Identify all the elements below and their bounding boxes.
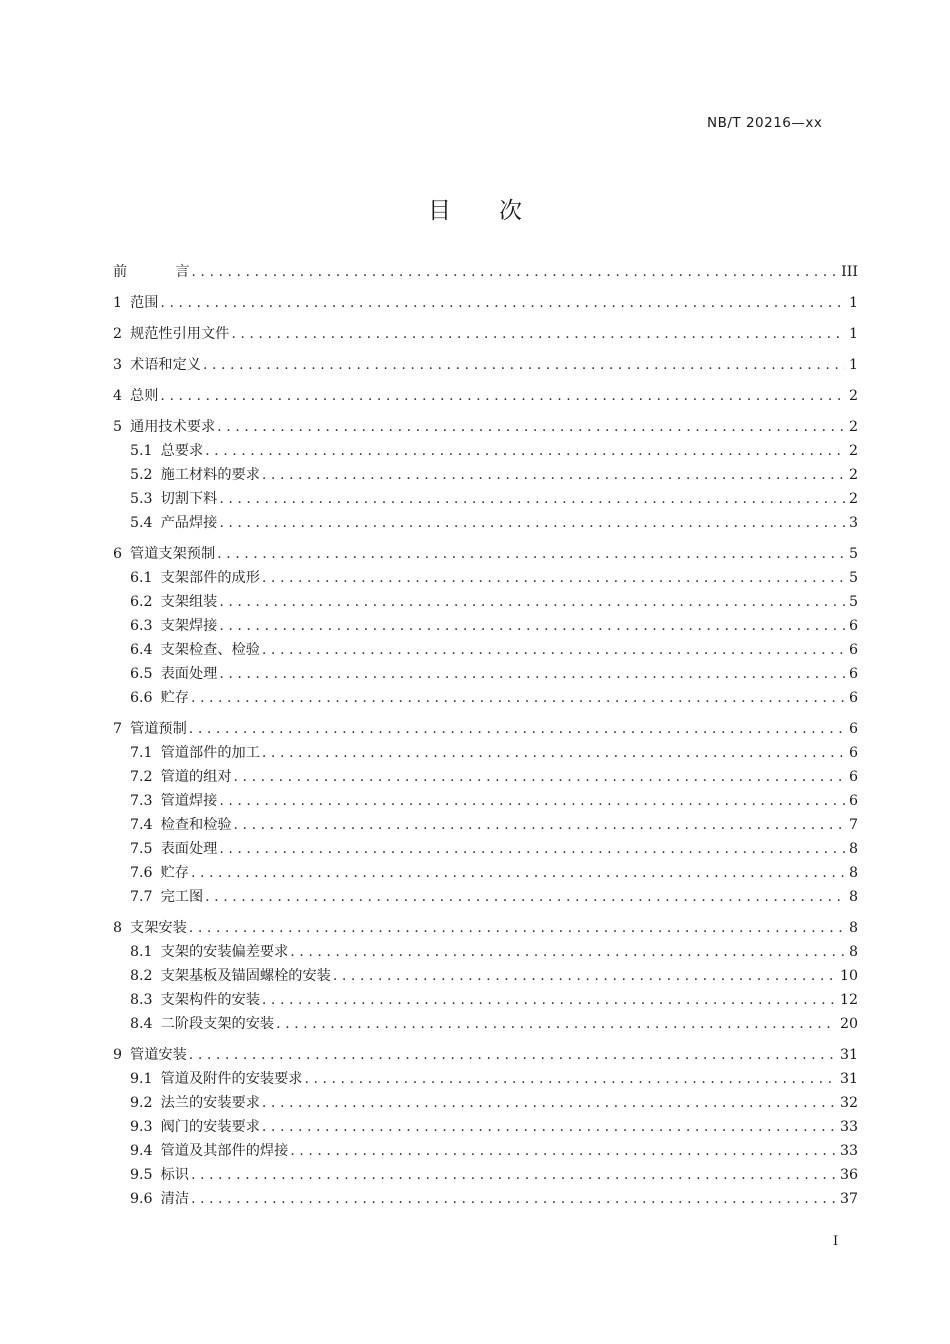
toc-section-number: 7.3 <box>130 793 153 809</box>
title-char-2: 次 <box>499 198 522 224</box>
toc-section-title: 范围 <box>130 295 159 311</box>
toc-section-number: 7.2 <box>130 769 153 785</box>
toc-section-number: 9.1 <box>130 1071 153 1087</box>
toc-section-number: 3 <box>113 357 123 373</box>
toc-section-title: 完工图 <box>160 889 204 905</box>
table-of-contents <box>113 260 858 1211</box>
dot-leader <box>191 1163 836 1187</box>
toc-section-title: 法兰的安装要求 <box>160 1095 260 1111</box>
toc-section-title: 切割下料 <box>160 491 218 507</box>
dot-leader <box>304 1067 835 1091</box>
toc-section-number: 9.5 <box>130 1167 153 1183</box>
toc-page-number: 1 <box>848 295 858 311</box>
toc-page-number: 6 <box>848 769 858 785</box>
toc-page-number: 10 <box>839 968 858 984</box>
toc-entry[interactable] <box>113 542 858 566</box>
toc-page-number: III <box>841 264 858 280</box>
toc-entry[interactable] <box>113 590 858 614</box>
toc-section-title: 产品焊接 <box>160 515 218 531</box>
toc-section-number: 5.2 <box>130 467 153 483</box>
toc-page-number: 6 <box>848 721 858 737</box>
toc-page-number: 32 <box>839 1095 858 1111</box>
toc-entry[interactable] <box>113 1067 858 1091</box>
toc-section-title: 管道及其部件的焊接 <box>160 1143 289 1159</box>
toc-entry[interactable] <box>113 1012 858 1036</box>
toc-section-title: 标识 <box>160 1167 189 1183</box>
dot-leader <box>189 916 845 940</box>
toc-entry[interactable] <box>113 964 858 988</box>
toc-section-number: 9.3 <box>130 1119 153 1135</box>
toc-page-number: 1 <box>848 357 858 373</box>
toc-entry[interactable] <box>113 813 858 837</box>
toc-page-number: 37 <box>839 1191 858 1207</box>
toc-page-number: 6 <box>848 618 858 634</box>
toc-section-title: 管道及附件的安装要求 <box>160 1071 303 1087</box>
toc-section-title: 管道部件的加工 <box>160 745 260 761</box>
dot-leader <box>205 439 845 463</box>
toc-section-number: 5.3 <box>130 491 153 507</box>
toc-section-title: 支架的安装偏差要求 <box>160 944 289 960</box>
toc-page-number: 2 <box>848 491 858 507</box>
toc-section-title: 表面处理 <box>160 841 218 857</box>
dot-leader <box>219 487 845 511</box>
dot-leader <box>189 717 845 741</box>
dot-leader <box>219 789 845 813</box>
toc-page-number: 2 <box>848 443 858 459</box>
dot-leader <box>231 322 845 346</box>
toc-entry[interactable] <box>113 717 858 741</box>
toc-page-number: 36 <box>839 1167 858 1183</box>
toc-section-title: 清洁 <box>160 1191 189 1207</box>
toc-section-title: 总要求 <box>160 443 204 459</box>
toc-section-number: 6.2 <box>130 594 153 610</box>
dot-leader <box>333 964 836 988</box>
dot-leader <box>191 861 845 885</box>
toc-entry[interactable] <box>113 1139 858 1163</box>
toc-page-number: 2 <box>848 467 858 483</box>
toc-page-number: 1 <box>848 326 858 342</box>
toc-page-number: 8 <box>848 944 858 960</box>
toc-section-title: 支架安装 <box>130 920 187 936</box>
toc-entry[interactable] <box>113 566 858 590</box>
toc-section-number: 9.2 <box>130 1095 153 1111</box>
toc-page-number: 2 <box>848 419 858 435</box>
dot-leader <box>262 638 845 662</box>
toc-page-number: 20 <box>839 1016 858 1032</box>
toc-page-number: 6 <box>848 690 858 706</box>
dot-leader <box>217 542 845 566</box>
toc-section-title: 管道的组对 <box>160 769 232 785</box>
toc-section-title: 支架组装 <box>160 594 218 610</box>
dot-leader <box>262 1115 836 1139</box>
toc-entry[interactable] <box>113 638 858 662</box>
toc-section-title: 支架构件的安装 <box>160 992 260 1008</box>
toc-section-number: 7.5 <box>130 841 153 857</box>
toc-page-number: 31 <box>839 1047 858 1063</box>
toc-section-title: 管道安装 <box>130 1047 187 1063</box>
toc-preface-char-2: 言 <box>175 264 190 280</box>
toc-section-number: 5.1 <box>130 443 153 459</box>
toc-page-number: 8 <box>848 889 858 905</box>
dot-leader <box>217 415 845 439</box>
toc-page-number: 8 <box>848 865 858 881</box>
toc-entry[interactable] <box>113 1115 858 1139</box>
toc-page-number: 8 <box>848 920 858 936</box>
toc-entry[interactable] <box>113 686 858 710</box>
toc-section-title: 二阶段支架的安装 <box>160 1016 275 1032</box>
toc-page-number: 8 <box>848 841 858 857</box>
toc-entry[interactable] <box>113 511 858 535</box>
toc-page-number: 6 <box>848 745 858 761</box>
dot-leader <box>219 614 845 638</box>
dot-leader <box>219 837 845 861</box>
toc-section-title: 管道焊接 <box>160 793 218 809</box>
toc-section-number: 6.6 <box>130 690 153 706</box>
toc-section-number: 9.6 <box>130 1191 153 1207</box>
dot-leader <box>191 1187 836 1211</box>
toc-entry[interactable] <box>113 322 858 346</box>
toc-section-number: 5.4 <box>130 515 153 531</box>
toc-section-number: 7.6 <box>130 865 153 881</box>
toc-entry[interactable] <box>113 1187 858 1211</box>
dot-leader <box>262 988 836 1012</box>
toc-page-number: 6 <box>848 642 858 658</box>
toc-section-title: 贮存 <box>160 865 189 881</box>
toc-section-title: 支架部件的成形 <box>160 570 260 586</box>
dot-leader <box>262 741 845 765</box>
toc-section-number: 7.7 <box>130 889 153 905</box>
toc-entry[interactable] <box>113 614 858 638</box>
toc-section-number: 2 <box>113 326 123 342</box>
dot-leader <box>262 1091 836 1115</box>
dot-leader <box>203 353 845 377</box>
toc-page-number: 33 <box>839 1119 858 1135</box>
toc-section-number: 6.5 <box>130 666 153 682</box>
toc-entry[interactable] <box>113 353 858 377</box>
toc-entry[interactable] <box>113 885 858 909</box>
toc-section-number: 8.4 <box>130 1016 153 1032</box>
toc-section-number: 6 <box>113 546 123 562</box>
toc-entry[interactable] <box>113 940 858 964</box>
toc-section-title: 检查和检验 <box>160 817 232 833</box>
toc-section-number: 9.4 <box>130 1143 153 1159</box>
page-title <box>0 192 950 225</box>
dot-leader <box>160 291 845 315</box>
toc-page-number: 33 <box>839 1143 858 1159</box>
toc-section-title: 支架焊接 <box>160 618 218 634</box>
toc-section-title: 术语和定义 <box>130 357 201 373</box>
toc-preface-char-1: 前 <box>113 264 128 280</box>
standard-code: NB/T 20216—xx <box>707 115 823 131</box>
toc-section-number: 6.4 <box>130 642 153 658</box>
toc-entry[interactable] <box>113 291 858 315</box>
dot-leader <box>191 686 845 710</box>
toc-page-number: 7 <box>848 817 858 833</box>
dot-leader <box>290 940 845 964</box>
toc-entry-preface[interactable] <box>113 260 858 284</box>
toc-section-number: 4 <box>113 388 123 404</box>
dot-leader <box>262 566 845 590</box>
toc-section-title: 支架基板及锚固螺栓的安装 <box>160 968 331 984</box>
toc-page-number: 6 <box>848 793 858 809</box>
toc-section-number: 9 <box>113 1047 123 1063</box>
toc-entry[interactable] <box>113 662 858 686</box>
toc-section-title: 贮存 <box>160 690 189 706</box>
toc-section-title: 支架检查、检验 <box>160 642 260 658</box>
dot-leader <box>160 384 845 408</box>
toc-entry[interactable] <box>113 741 858 765</box>
toc-entry[interactable] <box>113 916 858 940</box>
toc-entry[interactable] <box>113 384 858 408</box>
toc-section-number: 8.2 <box>130 968 153 984</box>
toc-entry[interactable] <box>113 789 858 813</box>
dot-leader <box>189 1043 836 1067</box>
toc-section-number: 8.1 <box>130 944 153 960</box>
toc-section-title: 表面处理 <box>160 666 218 682</box>
toc-entry[interactable] <box>113 988 858 1012</box>
dot-leader <box>205 885 845 909</box>
footer-page-number: I <box>833 1234 839 1249</box>
toc-entry[interactable] <box>113 439 858 463</box>
dot-leader <box>276 1012 836 1036</box>
toc-page-number: 5 <box>848 546 858 562</box>
toc-entry[interactable] <box>113 1163 858 1187</box>
toc-section-title: 规范性引用文件 <box>130 326 230 342</box>
toc-section-title: 总则 <box>130 388 159 404</box>
toc-page-number: 6 <box>848 666 858 682</box>
dot-leader <box>262 463 845 487</box>
toc-page-number: 31 <box>839 1071 858 1087</box>
title-char-1: 目 <box>428 198 451 224</box>
dot-leader <box>234 813 845 837</box>
toc-section-number: 6.1 <box>130 570 153 586</box>
toc-page-number: 2 <box>848 388 858 404</box>
toc-page-number: 5 <box>848 594 858 610</box>
toc-section-number: 5 <box>113 419 123 435</box>
toc-entry[interactable] <box>113 1091 858 1115</box>
dot-leader <box>234 765 845 789</box>
toc-section-number: 8.3 <box>130 992 153 1008</box>
toc-section-title: 通用技术要求 <box>130 419 216 435</box>
toc-entry[interactable] <box>113 837 858 861</box>
dot-leader <box>191 260 837 284</box>
toc-page-number: 12 <box>839 992 858 1008</box>
toc-section-number: 7.4 <box>130 817 153 833</box>
toc-entry[interactable] <box>113 861 858 885</box>
toc-section-title: 管道预制 <box>130 721 187 737</box>
toc-section-number: 6.3 <box>130 618 153 634</box>
toc-section-title: 管道支架预制 <box>130 546 216 562</box>
dot-leader <box>219 590 845 614</box>
toc-entry[interactable] <box>113 463 858 487</box>
toc-section-number: 7.1 <box>130 745 153 761</box>
toc-section-title: 阀门的安装要求 <box>160 1119 260 1135</box>
toc-section-title: 施工材料的要求 <box>160 467 260 483</box>
toc-page-number: 5 <box>848 570 858 586</box>
toc-page-number: 3 <box>848 515 858 531</box>
toc-section-number: 1 <box>113 295 123 311</box>
toc-entry[interactable] <box>113 415 858 439</box>
dot-leader <box>219 511 845 535</box>
dot-leader <box>290 1139 836 1163</box>
toc-section-number: 7 <box>113 721 123 737</box>
toc-entry[interactable] <box>113 765 858 789</box>
toc-entry[interactable] <box>113 487 858 511</box>
toc-entry[interactable] <box>113 1043 858 1067</box>
toc-section-number: 8 <box>113 920 123 936</box>
dot-leader <box>219 662 845 686</box>
